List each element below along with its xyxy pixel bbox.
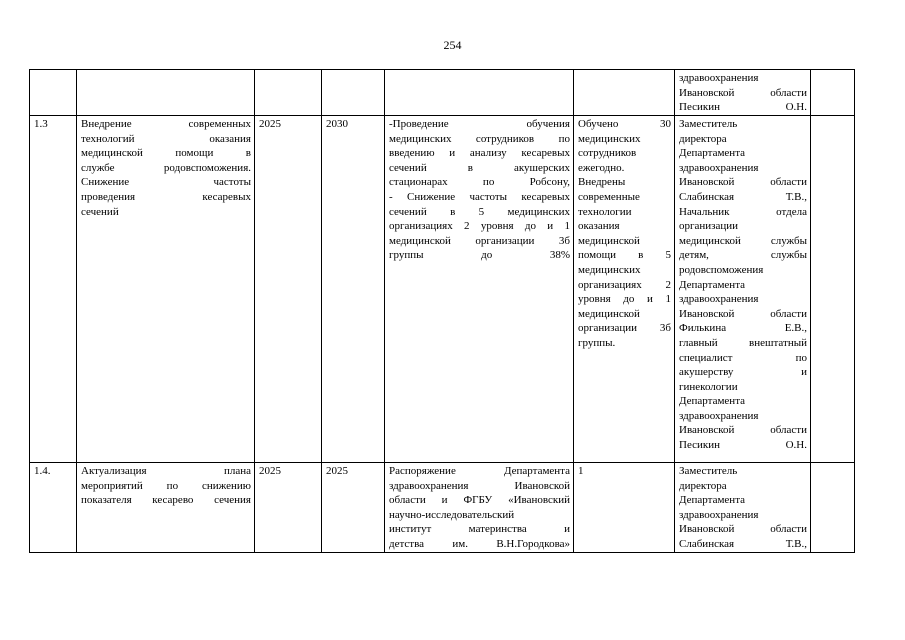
actions-cell-line: сечений в 5 медицинских bbox=[389, 205, 570, 218]
event-cell-line: проведения кесаревых bbox=[81, 190, 251, 203]
result-cell-line: сотрудников bbox=[578, 147, 637, 160]
responsible-cell-line: Слабинская Т.В., bbox=[679, 537, 807, 550]
event-cell-line: Актуализация плана bbox=[81, 465, 251, 477]
result-cell-line: группы. bbox=[578, 336, 616, 349]
responsible-cell-line: здравоохранения bbox=[679, 508, 759, 521]
event-cell-line: технологий оказания bbox=[81, 132, 251, 145]
start-year-cell bbox=[255, 70, 322, 116]
responsible-cell-line: здравоохранения bbox=[679, 161, 759, 174]
actions-cell bbox=[385, 116, 574, 463]
result-cell-line: организации 3б bbox=[578, 322, 671, 335]
event-cell-line: сечений bbox=[81, 205, 119, 218]
event-cell-line: Снижение частоты bbox=[81, 176, 251, 189]
table-body bbox=[30, 70, 855, 553]
result-cell bbox=[574, 70, 675, 116]
actions-cell-line: сечений в акушерских bbox=[389, 161, 570, 174]
event-cell-line: мероприятий по снижению bbox=[81, 479, 251, 492]
responsible-cell-line: здравоохранения bbox=[679, 293, 759, 306]
result-cell-line: медицинских bbox=[578, 132, 641, 145]
responsible-cell-line: Департамента bbox=[679, 494, 746, 507]
end-year-cell bbox=[322, 70, 385, 116]
table-row bbox=[30, 116, 855, 463]
event-cell bbox=[77, 116, 255, 463]
result-cell-line: помощи в 5 bbox=[578, 249, 671, 262]
responsible-cell-line: главный внештатный bbox=[679, 336, 807, 349]
result-cell-line: Обучено 30 bbox=[578, 118, 671, 130]
responsible-cell-line: здравоохранения bbox=[679, 72, 759, 84]
responsible-cell-line: родовспоможения bbox=[679, 263, 764, 276]
responsible-cell-line: специалист по bbox=[679, 351, 807, 364]
responsible-cell-line: Департамента bbox=[679, 278, 746, 291]
responsible-cell-line: Песикин О.Н. bbox=[679, 439, 807, 452]
responsible-cell-line: медицинской службы bbox=[679, 234, 807, 247]
responsible-cell bbox=[675, 116, 811, 463]
actions-cell-line: здравоохранения Ивановской bbox=[389, 479, 570, 492]
responsible-cell-line: Филькина Е.В., bbox=[679, 322, 807, 335]
actions-cell-line: медицинской организации 3б bbox=[389, 234, 570, 247]
actions-cell-line: стационарах по Робсону, bbox=[389, 176, 570, 189]
responsible-cell-line: Начальник отдела bbox=[679, 205, 807, 218]
responsible-cell-line: здравоохранения bbox=[679, 409, 759, 422]
result-cell-line: современные bbox=[578, 190, 640, 203]
actions-cell-line: детства им. В.Н.Городкова» bbox=[389, 537, 570, 550]
event-cell-line: Внедрение современных bbox=[81, 118, 251, 130]
actions-cell-line: группы до 38% bbox=[389, 249, 570, 262]
actions-cell-line: -Проведение обучения bbox=[389, 118, 570, 130]
actions-cell-line: области и ФГБУ «Ивановский bbox=[389, 494, 570, 507]
responsible-cell-line: организации bbox=[679, 220, 739, 233]
table-row bbox=[30, 70, 855, 116]
row-number-cell: 1.4. bbox=[30, 463, 77, 553]
event-cell-line: медицинской помощи в bbox=[81, 147, 251, 160]
row-number-cell: 1.3 bbox=[30, 116, 77, 463]
row-number-cell bbox=[30, 70, 77, 116]
actions-cell-line: введению и анализу кесаревых bbox=[389, 147, 570, 160]
result-cell-line: технологии bbox=[578, 205, 632, 218]
responsible-cell-line: гинекологии bbox=[679, 380, 738, 393]
responsible-cell-line: Ивановской области bbox=[679, 86, 807, 99]
responsible-cell-line: Ивановской области bbox=[679, 176, 807, 189]
responsible-cell bbox=[675, 463, 811, 553]
notes-cell bbox=[811, 70, 855, 116]
responsible-cell-line: акушерству и bbox=[679, 366, 807, 379]
responsible-cell-line: Ивановской области bbox=[679, 307, 807, 320]
actions-cell-line: организациях 2 уровня до и 1 bbox=[389, 220, 570, 233]
result-cell-line: оказания bbox=[578, 220, 620, 233]
start-year-cell: 2025 bbox=[255, 116, 322, 463]
responsible-cell-line: Слабинская Т.В., bbox=[679, 190, 807, 203]
result-cell bbox=[574, 463, 675, 553]
start-year-cell: 2025 bbox=[255, 463, 322, 553]
responsible-cell-line: директора bbox=[679, 479, 727, 492]
result-cell-line: медицинской bbox=[578, 307, 640, 320]
actions-cell-line: - Снижение частоты кесаревых bbox=[389, 190, 570, 203]
actions-cell bbox=[385, 463, 574, 553]
notes-cell bbox=[811, 116, 855, 463]
result-cell-line: 1 bbox=[578, 465, 584, 477]
responsible-cell-line: детям, службы bbox=[679, 249, 807, 262]
event-cell bbox=[77, 463, 255, 553]
responsible-cell-line: директора bbox=[679, 132, 727, 145]
responsible-cell-line: Ивановской области bbox=[679, 424, 807, 437]
page-number: 254 bbox=[443, 38, 462, 52]
notes-cell bbox=[811, 463, 855, 553]
event-cell bbox=[77, 70, 255, 116]
result-cell bbox=[574, 116, 675, 463]
table-row bbox=[30, 463, 855, 553]
event-cell-line: службе родовспоможения. bbox=[81, 161, 251, 174]
result-cell-line: организациях 2 bbox=[578, 278, 671, 291]
actions-cell-line: медицинских сотрудников по bbox=[389, 132, 570, 145]
result-cell-line: Внедрены bbox=[578, 176, 626, 189]
actions-cell-line: институт материнства и bbox=[389, 523, 570, 536]
responsible-cell-line: Заместитель bbox=[679, 465, 738, 477]
result-cell-line: ежегодно. bbox=[578, 161, 625, 174]
end-year-cell: 2025 bbox=[322, 463, 385, 553]
responsible-cell-line: Песикин О.Н. bbox=[679, 101, 807, 114]
plan-table bbox=[29, 69, 855, 553]
responsible-cell-line: Департамента bbox=[679, 147, 746, 160]
result-cell-line: медицинской bbox=[578, 234, 640, 247]
responsible-cell-line: Заместитель bbox=[679, 118, 738, 130]
event-cell-line: показателя кесарево сечения bbox=[81, 494, 251, 507]
actions-cell-line: научно-исследовательский bbox=[389, 508, 515, 521]
end-year-cell: 2030 bbox=[322, 116, 385, 463]
responsible-cell-line: Ивановской области bbox=[679, 523, 807, 536]
responsible-cell-line: Департамента bbox=[679, 395, 746, 408]
result-cell-line: уровня до и 1 bbox=[578, 293, 671, 306]
actions-cell bbox=[385, 70, 574, 116]
result-cell-line: медицинских bbox=[578, 263, 641, 276]
actions-cell-line: Распоряжение Департамента bbox=[389, 465, 570, 477]
responsible-cell bbox=[675, 70, 811, 116]
